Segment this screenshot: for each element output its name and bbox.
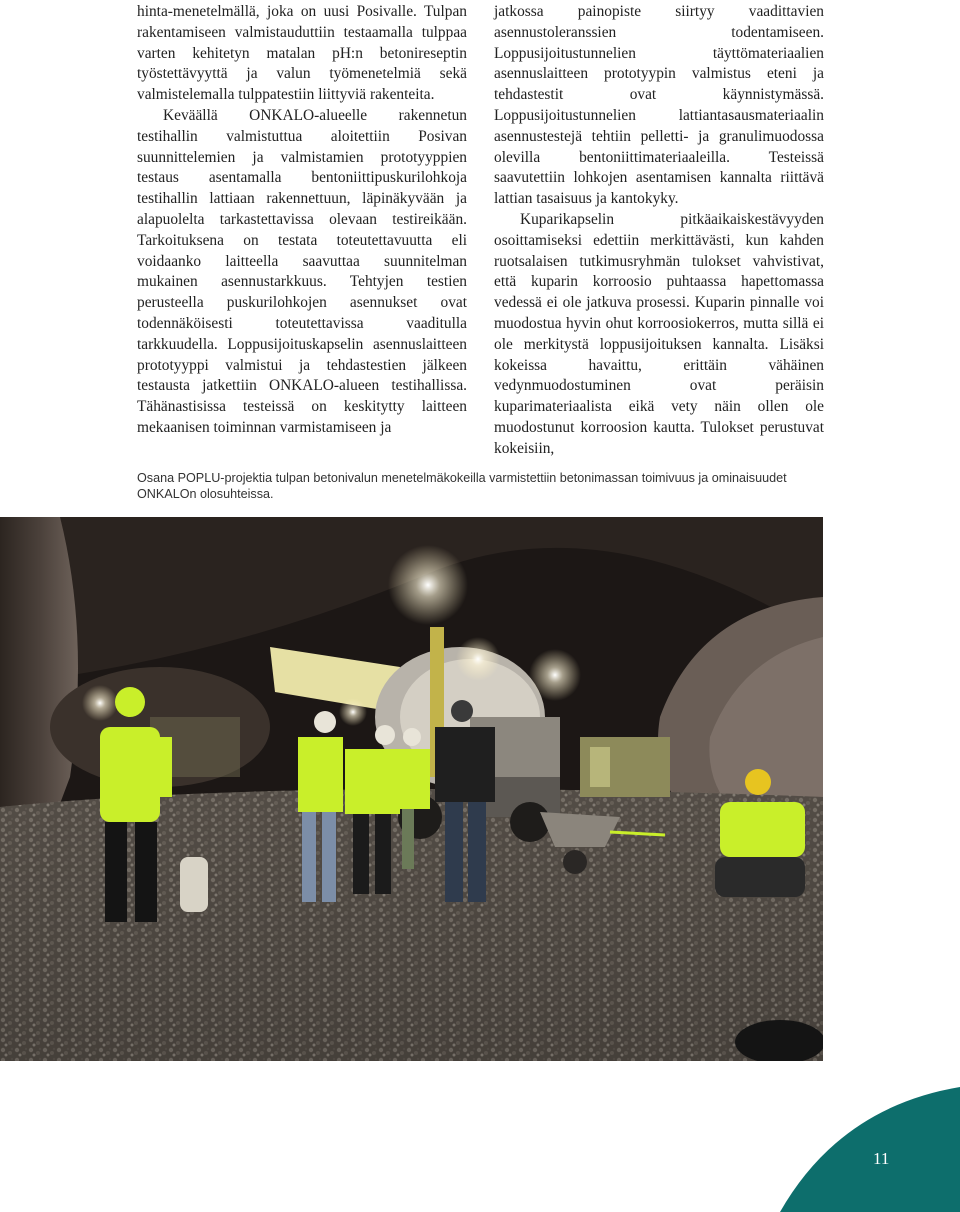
tunnel-photo-illustration bbox=[0, 517, 823, 1061]
photo-caption: Osana POPLU-projektia tulpan betonivalun menetelmäkokeilla varmistettiin betonimassan toimivuus ja ominaisuudet ONKALOn olosuhteissa. bbox=[137, 471, 787, 501]
corner-decoration bbox=[780, 1087, 960, 1212]
text-column-left bbox=[137, 2, 467, 439]
paragraph: Kuparikapselin pitkäaikaiskestävyyden osoittamiseksi edettiin merkittävästi, kun kahden ruotsalaisen tutkimusryhmän tulokset vahvistivat, että kuparin korroosio puhtaassa hapettomassa vedessä ei ole jatkuva prosessi. Kuparin pinnalle voi muodostua hyvin ohut korroosiokerros, mutta sillä ei ole merkitystä loppusijoituksen kannalta. Lisäksi kokeissa havaittu, erittäin vähäinen vedynmuodostuminen ovat peräisin kuparimateriaalista eikä vety näin ollen ole muodostunut korroosion kautta. Tulokset perustuvat kokeisiin, bbox=[494, 210, 824, 457]
page-number: 11 bbox=[873, 1149, 890, 1168]
paragraph: hinta-menetelmällä, joka on uusi Posivalle. Tulpan rakentamiseen valmistauduttiin testaamalla tulppaa varten kehitetyn matalan pH:n betonireseptin työstettävyyttä ja valun työmenetelmiä sekä valmistelemalla tulppatestiin liittyviä rakenteita. bbox=[137, 3, 467, 104]
paragraph: jatkossa painopiste siirtyy vaadittavien asennustoleranssien todentamiseen. Loppusijoitustunnelien täyttömateriaalien asennuslaitteen prototyypin valmistus eteni ja tehdastestit ovat käynnistymässä. Loppusijoitustunnelien lattiantasausmateriaalin asennustestejä tehtiin pelletti- ja granulimuodossa olevilla bentoniittimateriaaleilla. Testeissä saavutettiin lohkojen asentamisen kannalta riittävä lattian tasaisuus ja kantokyky. bbox=[494, 3, 824, 208]
text-column-right bbox=[494, 2, 824, 460]
paragraph: Keväällä ONKALO-alueelle rakennetun testihallin valmistuttua aloitettiin Posivan suunnittelemien ja valmistamien prototyyppien testaus asentamalla bentoniittipuskurilohkoja testihallin lattiaan rakennettuun, läpinäkyvään ja alapuolelta tarkastettavissa olevaan testireikään. Tarkoituksena on testata toteutettavuutta eli voidaanko laitteella saavuttaa suunnitelman mukainen asennustarkkuus. Tehtyjen testien perusteella puskurilohkojen asennukset ovat todennäköisesti toteutettavissa vaaditulla tarkkuudella. Loppusijoituskapselin asennuslaitteen prototyyppi valmistui ja tehdastestien jälkeen testausta jatkettiin ONKALO-alueen testihallissa. Tähänastisissa testeissä on keskitytty laitteen mekaanisen toiminnan varmistamiseen ja bbox=[137, 106, 467, 436]
tunnel-photo bbox=[0, 517, 823, 1061]
